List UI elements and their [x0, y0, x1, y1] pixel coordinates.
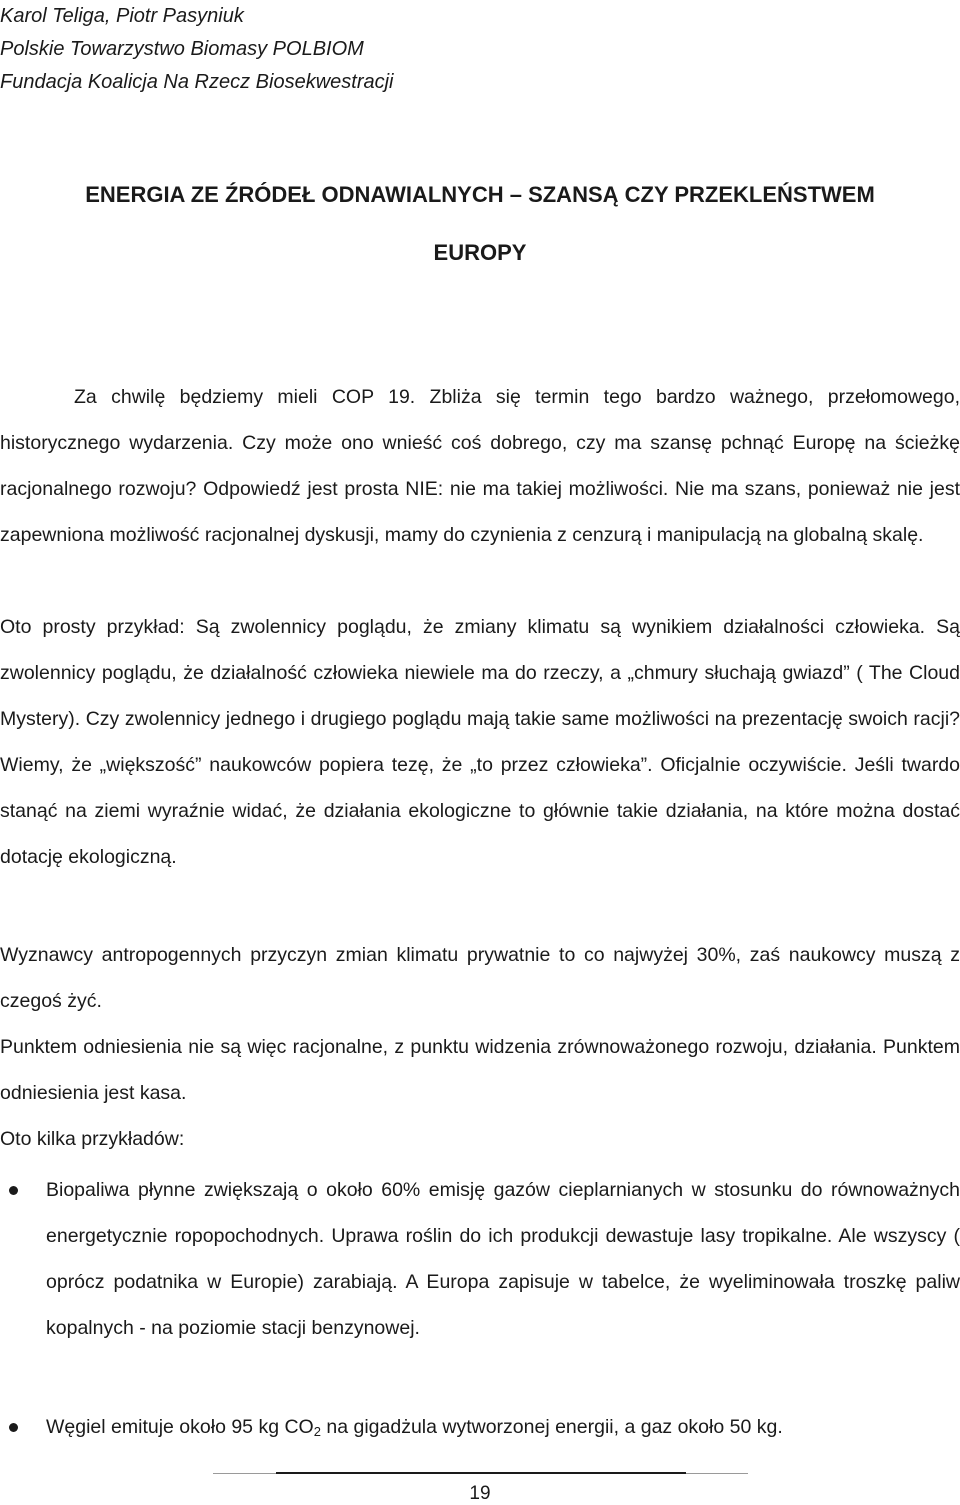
bullet-dot-icon [9, 1186, 18, 1195]
bullet-list-1 [0, 1167, 960, 1351]
bullet-item-coal [0, 1404, 960, 1450]
paragraph-believers: Wyznawcy antropogennych przyczyn zmian klimatu prywatnie to co najwyżej 30%, zaś naukowcy muszą z czegoś żyć. [0, 944, 960, 1012]
author-organization-2: Fundacja Koalicja Na Rzecz Biosekwestracji [0, 71, 394, 93]
paragraph-examples-lead: Oto kilka przykładów: [0, 1128, 185, 1150]
paragraph-reference-point: Punktem odniesienia nie są więc racjonalne, z punktu widzenia zrównoważonego rozwoju, działania. Punktem odniesienia jest kasa. [0, 1036, 960, 1104]
bullet-text-biofuels: Biopaliwa płynne zwiększają o około 60% emisję gazów cieplarnianych w stosunku do równoważnych energetycznie ropopochodnych. Uprawa roślin do ich produkcji dewastuje lasy tropikalne. Ale wszyscy ( oprócz podatnika w Europie) zarabiają. A Europa zapisuje w tabelce, że wyeliminowała troszkę paliw kopalnych - na poziomie stacji benzynowej. [46, 1179, 960, 1339]
author-names: Karol Teliga, Piotr Pasyniuk [0, 5, 244, 27]
bullet-text-coal-after: na gigadżula wytworzonej energii, a gaz około 50 kg. [320, 1416, 783, 1438]
author-block [0, 0, 394, 99]
page-number: 19 [469, 1483, 491, 1504]
bullet-dot-icon [9, 1423, 18, 1432]
paragraph-example: Oto prosty przykład: Są zwolennicy poglądu, że zmiany klimatu są wynikiem działalności człowieka. Są zwolennicy poglądu, że działalność człowieka niewiele ma do rzeczy, a „chmury słuchają gwiazd” ( The Cloud Mystery). Czy zwolennicy jednego i drugiego poglądu mają takie same możliwości na prezentację swoich racji? Wiemy, że „większość” naukowców popiera tezę, że „to przez człowieka”. Oficjalnie oczywiście. Jeśli twardo stanąć na ziemi wyraźnie widać, że działania ekologiczne to głównie takie działania, na które można dostać dotację ekologiczną. [0, 616, 960, 868]
document-title-line-2: EUROPY [433, 240, 527, 265]
footer-rule-thick [276, 1472, 686, 1474]
co2-subscript: 2 [313, 1424, 321, 1439]
bullet-list-2 [0, 1404, 960, 1450]
document-title-line-1: ENERGIA ZE ŹRÓDEŁ ODNAWIALNYCH – SZANSĄ CZY PRZEKLEŃSTWEM [85, 182, 875, 207]
bullet-item-biofuels [0, 1167, 960, 1351]
bullet-text-coal-before: Węgiel emituje około 95 kg CO [46, 1416, 314, 1438]
author-organization-1: Polskie Towarzystwo Biomasy POLBIOM [0, 38, 364, 60]
paragraph-intro: Za chwilę będziemy mieli COP 19. Zbliża się termin tego bardzo ważnego, przełomowego, historycznego wydarzenia. Czy może ono wnieść coś dobrego, czy ma szansę pchnąć Europę na ścieżkę racjonalnego rozwoju? Odpowiedź jest prosta NIE: nie ma takiej możliwości. Nie ma szans, ponieważ nie jest zapewniona możliwość racjonalnej dyskusji, mamy do czynienia z cenzurą i manipulacją na globalną skalę. [0, 386, 960, 546]
